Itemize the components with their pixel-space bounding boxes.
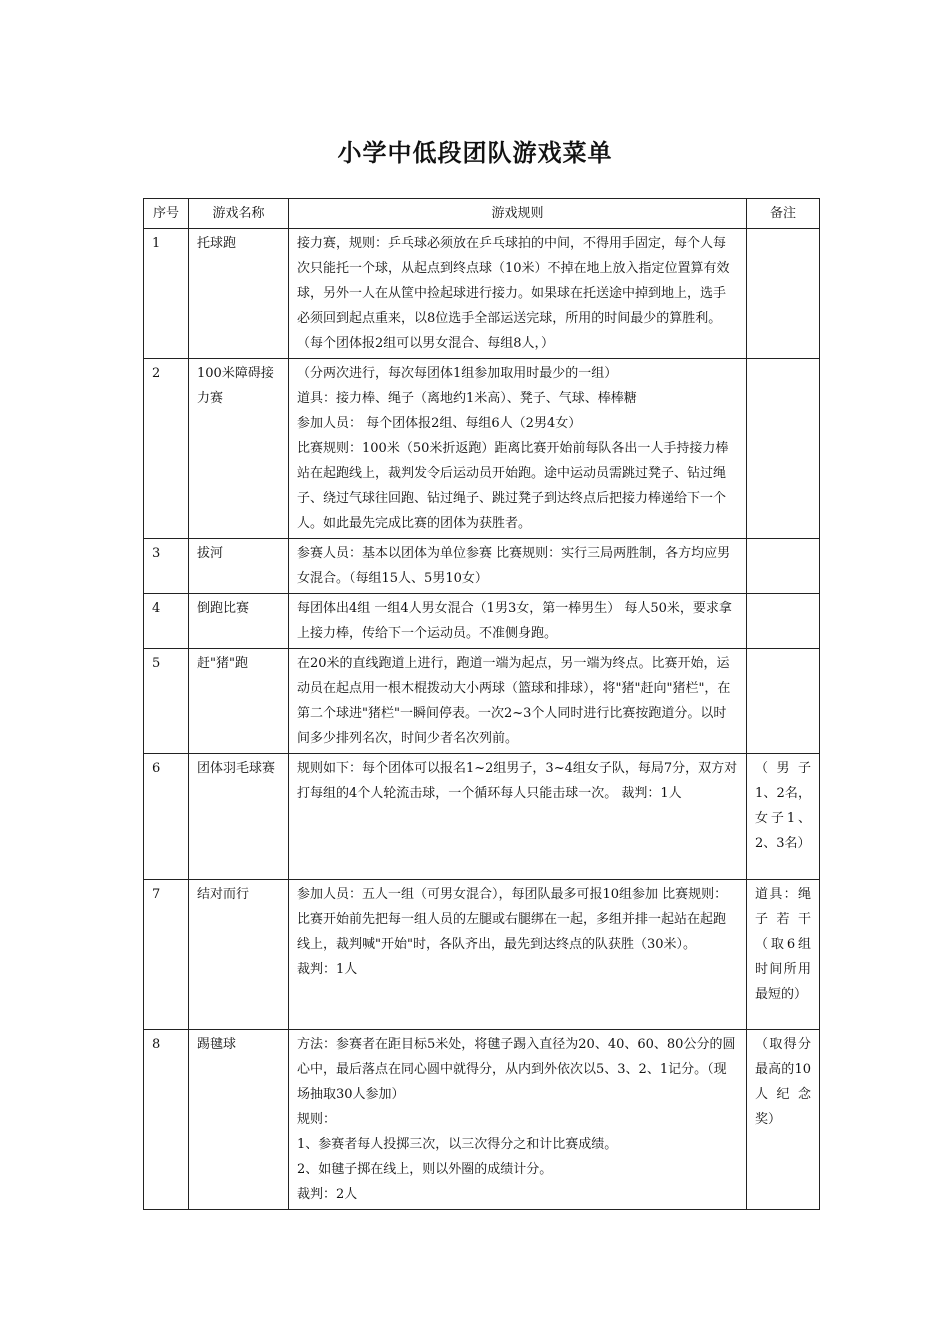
table-row [144,359,820,539]
table-row [144,649,820,754]
rules-line: 接力赛，规则：乒乓球必须放在乒乓球拍的中间，不得用手固定，每个人每次只能托一个球，从起点到终点球（10米）不掉在地上放入指定位置算有效球，另外一人在从筐中捡起球进行接力。如果球在托送途中掉到地上，选手必须回到起点重来，以8位选手全部运送完球，所用的时间最少的算胜利。（每个团体报2组可以男女混合、每组8人，） [297,236,730,351]
rules-line: 每团体出4组 一组4人男女混合（1男3女，第一棒男生） 每人50米，要求拿上接力棒，传给下一个运动员。不准侧身跑。 [297,601,732,641]
row-notes [747,359,820,539]
row-no: 4 [144,594,189,649]
rules-line: 裁判：2人 [297,1187,358,1202]
row-notes: （取得分最高的10人纪念奖） [747,1030,820,1210]
row-notes [747,229,820,359]
row-name: 拔河 [189,539,289,594]
table-row [144,754,820,880]
row-rules [289,229,747,359]
rules-line: 参加人员：五人一组（可男女混合），每团队最多可报10组参加 比赛规则：比赛开始前先把每一组人员的左腿或右腿绑在一起，多组并排一起站在起跑线上，裁判喊"开始"时，各队齐出，最先到达终点的队获胜（30米）。 [297,887,728,952]
rules-line: 方法：参赛者在距目标5米处，将毽子踢入直径为20、40、60、80公分的圆心中，最后落点在同心圆中就得分，从内到外依次以5、3、2、1记分。（现场抽取30人参加） [297,1037,736,1102]
rules-line: 2、如毽子掷在线上，则以外圈的成绩计分。 [297,1162,553,1177]
row-name: 团体羽毛球赛 [189,754,289,880]
table-row [144,539,820,594]
table-row [144,880,820,1030]
row-no: 1 [144,229,189,359]
page-title: 小学中低段团队游戏菜单 [337,138,613,167]
rules-line: 参赛人员：基本以团体为单位参赛 比赛规则：实行三局两胜制，各方均应男女混合。（每组15人、5男10女） [297,546,731,586]
row-name: 倒跑比赛 [189,594,289,649]
table-header-row [144,199,820,229]
rules-line: 比赛规则：100米（50米折返跑）距离比赛开始前每队各出一人手持接力棒站在起跑线上，裁判发令后运动员开始跑。途中运动员需跳过凳子、钻过绳子、绕过气球往回跑、钻过绳子、跳过凳子到达终点后把接力棒递给下一个人。如此最先完成比赛的团体为获胜者。 [297,441,729,531]
row-name: 100米障碍接力赛 [189,359,289,539]
row-name: 踢毽球 [189,1030,289,1210]
row-no: 5 [144,649,189,754]
row-name: 结对而行 [189,880,289,1030]
row-rules [289,754,747,880]
row-no: 8 [144,1030,189,1210]
row-notes [747,649,820,754]
rules-line: 规则如下：每个团体可以报名1~2组男子，3~4组女子队，每局7分，双方对打每组的4个人轮流击球，一个循环每人只能击球一次。 裁判：1人 [297,761,738,801]
rules-line: 1、参赛者每人投掷三次，以三次得分之和计比赛成绩。 [297,1137,618,1152]
table-row [144,1030,820,1210]
row-rules [289,359,747,539]
row-no: 2 [144,359,189,539]
row-no: 3 [144,539,189,594]
rules-line: （分两次进行，每次每团体1组参加取用时最少的一组） [297,366,618,381]
row-name: 赶"猪"跑 [189,649,289,754]
row-rules [289,649,747,754]
table-row [144,229,820,359]
header-name: 游戏名称 [189,199,289,229]
table-row [144,594,820,649]
row-name: 托球跑 [189,229,289,359]
row-rules [289,880,747,1030]
rules-line: 规则： [297,1112,337,1127]
row-rules [289,1030,747,1210]
row-no: 6 [144,754,189,880]
rules-line: 参加人员： 每个团体报2组、每组6人（2男4女） [297,416,582,431]
row-notes: 道具：绳子若干（取6组时间所用最短的） [747,880,820,1030]
row-no: 7 [144,880,189,1030]
game-menu-table [143,198,820,1210]
header-no: 序号 [144,199,189,229]
row-rules [289,594,747,649]
rules-line: 道具：接力棒、绳子（离地约1米高）、凳子、气球、棒棒糖 [297,391,637,406]
header-notes: 备注 [747,199,820,229]
row-rules [289,539,747,594]
header-rules: 游戏规则 [289,199,747,229]
row-notes: （男子1、2名，女子1、2、3名） [747,754,820,880]
rules-line: 裁判：1人 [297,962,358,977]
rules-line: 在20米的直线跑道上进行，跑道一端为起点，另一端为终点。比赛开始，运动员在起点用一根木棍拨动大小两球（篮球和排球），将"猪"赶向"猪栏"，在第二个球进"猪栏"一瞬间停表。一次2~3个人同时进行比赛按跑道分。以时间多少排列名次，时间少者名次列前。 [297,656,731,746]
row-notes [747,594,820,649]
row-notes [747,539,820,594]
